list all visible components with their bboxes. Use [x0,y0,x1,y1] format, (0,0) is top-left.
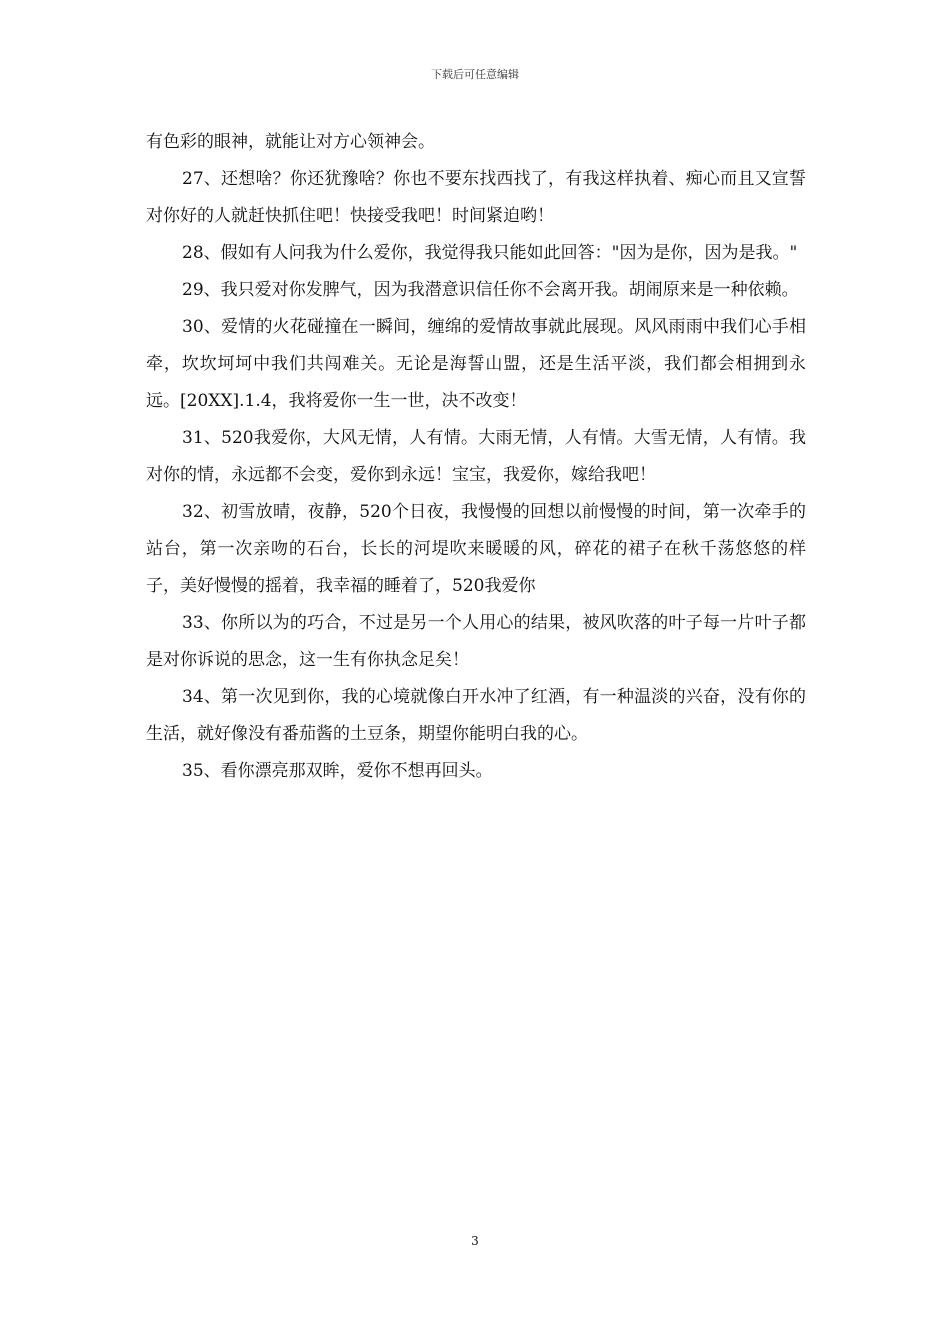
paragraph-29: 29、我只爱对你发脾气，因为我潜意识信任你不会离开我。胡闹原来是一种依赖。 [182,280,799,300]
paragraph-34: 34、第一次见到你，我的心境就像白开水冲了红酒，有一种温淡的兴奋，没有你的生活，就好像没有番茄酱的土豆条，期望你能明白我的心。 [146,687,806,744]
paragraph-35: 35、看你漂亮那双眸，爱你不想再回头。 [182,761,493,781]
paragraph-continuation: 有色彩的眼神，就能让对方心领神会。 [146,132,435,152]
page-number: 3 [471,1234,479,1248]
paragraph-33: 33、你所以为的巧合，不过是另一个人用心的结果，被风吹落的叶子每一片叶子都是对你诉说的思念，这一生有你执念足矣！ [146,613,806,670]
paragraph-27: 27、还想啥？你还犹豫啥？你也不要东找西找了，有我这样执着、痴心而且又宣誓对你好的人就赶快抓住吧！快接受我吧！时间紧迫哟！ [146,169,806,226]
paragraph-30: 30、爱情的火花碰撞在一瞬间，缠绵的爱情故事就此展现。风风雨雨中我们心手相牵，坎坎坷坷中我们共闯难关。无论是海誓山盟，还是生活平淡，我们都会相拥到永远。[20XX].1.4，我将爱你一生一世，决不改变！ [146,317,806,411]
paragraph-28: 28、假如有人问我为什么爱你，我觉得我只能如此回答："因为是你，因为是我。" [182,243,798,263]
paragraph-32: 32、初雪放晴，夜静，520个日夜，我慢慢的回想以前慢慢的时间，第一次牵手的站台，第一次亲吻的石台，长长的河堤吹来暖暖的风，碎花的裙子在秋千荡悠悠的样子，美好慢慢的摇着，我幸福的睡着了，520我爱你 [146,502,806,596]
page-header: 下载后可任意编辑 [431,68,519,81]
document-body [146,124,806,790]
paragraph-31: 31、520我爱你，大风无情，人有情。大雨无情，人有情。大雪无情，人有情。我对你的情，永远都不会变，爱你到永远！宝宝，我爱你，嫁给我吧！ [146,428,806,485]
